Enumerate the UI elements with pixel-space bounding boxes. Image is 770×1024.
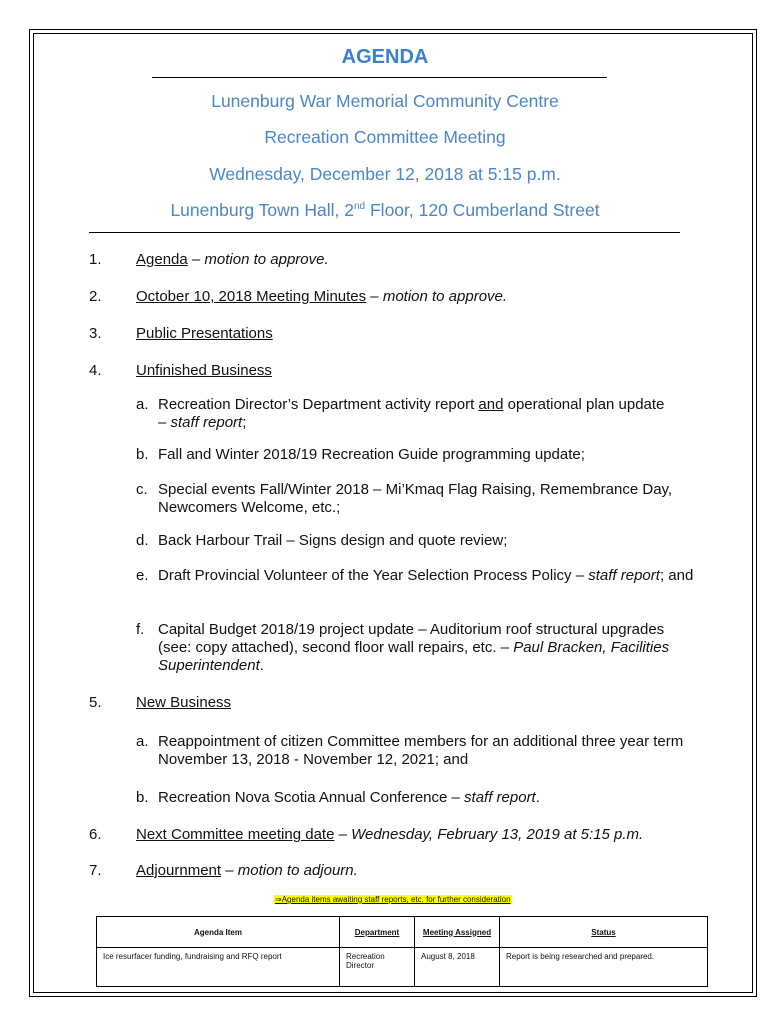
agenda-item-5: New Business bbox=[136, 694, 232, 711]
table-cell: Recreation Director bbox=[340, 948, 415, 987]
venue-name: Lunenburg War Memorial Community Centre bbox=[211, 91, 559, 111]
meeting-name: Recreation Committee Meeting bbox=[264, 127, 506, 147]
new-business-a: a. Reappointment of citizen Committee members for an additional three year term November 13, 2018 - November 12, 2021; and bbox=[136, 733, 684, 768]
column-header: Department bbox=[340, 917, 415, 948]
agenda-item-3: Public Presentations bbox=[136, 325, 273, 342]
table-row bbox=[97, 948, 708, 987]
item-number: 5. bbox=[89, 694, 102, 711]
agenda-item-2: October 10, 2018 Meeting Minutes – motion to approve. bbox=[136, 288, 508, 305]
unfinished-f: f. Capital Budget 2018/19 project update – Auditorium roof structural upgrades (see: copy attached), second floor wall repairs, etc. – Paul Bracken, Facilities Superintendent. bbox=[136, 621, 670, 674]
unfinished-e: e. Draft Provincial Volunteer of the Year Selection Process Policy – staff report; and bbox=[136, 567, 694, 584]
header-rule bbox=[89, 232, 680, 233]
column-header: Agenda Item bbox=[97, 917, 340, 948]
agenda-item-6: Next Committee meeting date – Wednesday, February 13, 2019 at 5:15 p.m. bbox=[136, 826, 644, 843]
unfinished-a: a. Recreation Director’s Department activity report and operational plan update – staff report; bbox=[136, 396, 665, 431]
unfinished-b: b. Fall and Winter 2018/19 Recreation Guide programming update; bbox=[136, 446, 585, 463]
item-number: 3. bbox=[89, 325, 102, 342]
item-number: 1. bbox=[89, 251, 102, 268]
table-cell: August 8, 2018 bbox=[415, 948, 500, 987]
column-header: Meeting Assigned bbox=[415, 917, 500, 948]
agenda-title: AGENDA bbox=[341, 46, 429, 68]
unfinished-d: d. Back Harbour Trail – Signs design and quote review; bbox=[136, 532, 508, 549]
meeting-location: Lunenburg Town Hall, 2nd Floor, 120 Cumberland Street bbox=[170, 200, 600, 220]
item-number: 4. bbox=[89, 362, 102, 379]
title-rule bbox=[152, 77, 607, 78]
agenda-item-4: Unfinished Business bbox=[136, 362, 272, 379]
table-cell: Report is being researched and prepared. bbox=[500, 948, 708, 987]
pending-items-table bbox=[96, 916, 708, 987]
unfinished-c: c. Special events Fall/Winter 2018 – Mi’Kmaq Flag Raising, Remembrance Day, Newcomers Welcome, etc.; bbox=[136, 481, 673, 516]
table-cell: Ice resurfacer funding, fundraising and RFQ report bbox=[97, 948, 340, 987]
agenda-item-1: Agenda – motion to approve. bbox=[136, 251, 329, 268]
pending-note: ⇒Agenda items awaiting staff reports, etc. for further consideration bbox=[275, 895, 511, 904]
item-number: 2. bbox=[89, 288, 102, 305]
meeting-datetime: Wednesday, December 12, 2018 at 5:15 p.m. bbox=[209, 164, 561, 184]
column-header: Status bbox=[500, 917, 708, 948]
agenda-item-7: Adjournment – motion to adjourn. bbox=[136, 862, 358, 879]
table-header-row bbox=[97, 917, 708, 948]
new-business-b: b. Recreation Nova Scotia Annual Conference – staff report. bbox=[136, 789, 540, 806]
item-number: 6. bbox=[89, 826, 102, 843]
item-number: 7. bbox=[89, 862, 102, 879]
